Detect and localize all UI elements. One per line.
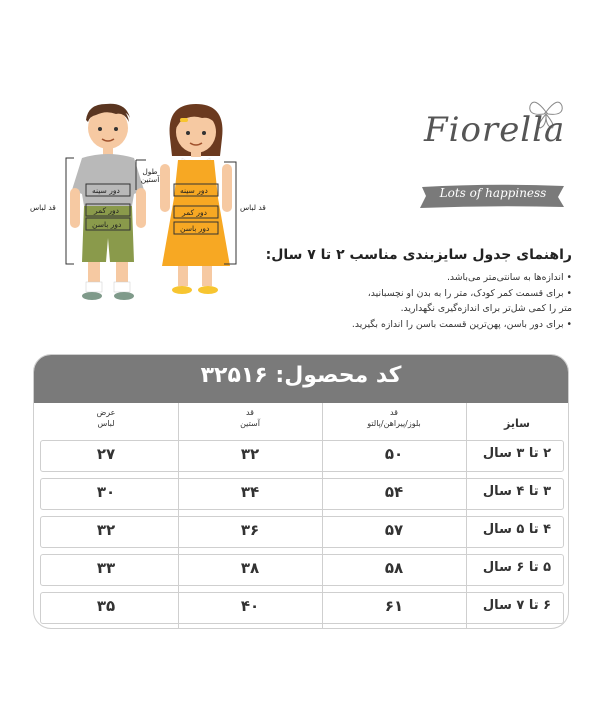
boy-figure [66,104,146,300]
header-size: سایز [504,417,530,430]
brand-tagline: Lots of happiness [439,186,547,200]
boy-length-label: قد لباس [30,203,56,212]
size-cell: ۳ تا ۴ سال [482,484,552,499]
width-cell: ۲۷ [96,445,116,463]
guide-note: • برای قسمت کمر کودک، متر را به بدن او نچسبانید، [367,287,572,299]
header-width [34,407,178,429]
boy-waist-label: دور کمر [94,206,120,215]
size-table [33,354,569,629]
header-sleeve-bottom: آستین [240,419,260,428]
sleeve-cell: ۳۴ [240,483,260,501]
size-cell: ۵ تا ۶ سال [482,560,552,575]
guide-note: • اندازه‌ها به سانتی‌متر می‌باشد. [446,272,572,283]
boy-chest-label: دور سینه [92,186,120,195]
length-cell: ۶۱ [384,597,404,615]
girl-chest-label: دور سینه [180,186,208,195]
width-cell: ۳۲ [96,521,116,539]
size-cell: ۶ تا ۷ سال [482,598,552,613]
boy-sleeve-label: طول آستین [140,167,160,184]
header-width-top: عرض [96,408,116,417]
length-cell: ۵۷ [384,521,404,539]
header-sleeve [178,407,322,429]
girl-hip-label: دور باسن [180,224,210,233]
header-sleeve-top: قد [245,408,255,417]
size-cell: ۲ تا ۳ سال [482,446,552,461]
header-width-bottom: لباس [97,419,115,428]
width-cell: ۳۰ [96,483,116,501]
header-length [322,407,466,429]
sleeve-cell: ۳۸ [240,559,260,577]
girl-waist-label: دور کمر [182,208,208,217]
guide-note: • برای دور باسن، پهن‌ترین قسمت باسن را اندازه بگیرید. [351,318,572,330]
sleeve-cell: ۳۶ [240,521,260,539]
length-cell: ۵۰ [384,445,404,463]
size-guide-notes [352,270,572,332]
girl-figure [160,104,236,294]
sleeve-cell: ۴۰ [240,597,260,615]
guide-note: متر را کمی شل‌تر برای اندازه‌گیری نگهدارید. [400,303,572,314]
product-code: کد محصول: ۳۲۵۱۶ [200,363,402,388]
brand-logo: Fiorella [424,110,566,150]
sleeve-cell: ۳۲ [240,445,260,463]
length-cell: ۵۸ [384,559,404,577]
header-length-top: قد [389,408,399,417]
size-guide-title: راهنمای جدول سایزبندی مناسب ۲ تا ۷ سال: [265,247,572,263]
boy-hip-label: دور باسن [92,220,122,229]
length-cell: ۵۴ [384,483,404,501]
header-length-bottom: بلوز/پیراهن/پالتو [367,419,421,428]
width-cell: ۳۵ [96,597,116,615]
size-cell: ۴ تا ۵ سال [482,522,552,537]
girl-length-label: قد لباس [240,203,266,212]
width-cell: ۳۳ [96,559,116,577]
